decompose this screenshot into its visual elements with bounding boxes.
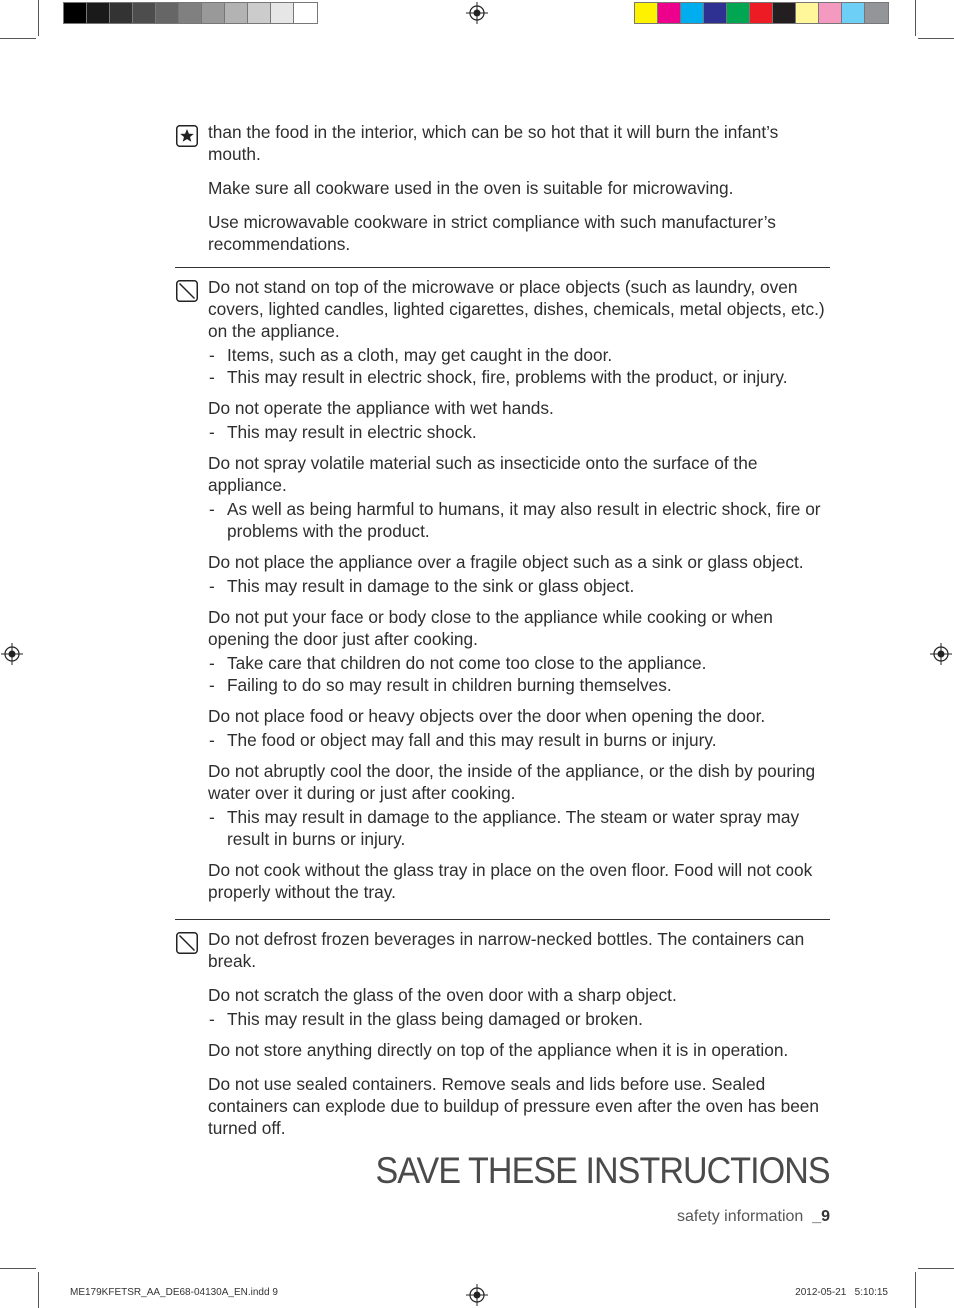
caution-section-continued [175,121,830,255]
warning-detail: - This may result in electric shock, fire, problems with the product, or injury. [208,366,830,388]
registration-mark-icon [1,643,23,665]
timestamp-slug: 2012-05-21 5:10:15 [795,1287,888,1298]
grayscale-color-bar [63,2,318,24]
warning-text: Do not cook without the glass tray in place on the oven floor. Food will not cook properly without the tray. [208,860,813,902]
prohibition-section [175,928,830,1139]
warning-text: Do not place the appliance over a fragile object such as a sink or glass object. [208,552,804,572]
warning-text: Do not defrost frozen beverages in narrow-necked bottles. The containers can break. [208,929,805,971]
color-swatch [842,3,865,23]
warning-text: Do not put your face or body close to the appliance while cooking or when opening the door just after cooking. [208,607,773,649]
color-swatch [865,3,888,23]
color-swatch [110,3,133,23]
prohibition-section [175,276,830,903]
color-swatch [704,3,727,23]
crop-mark [918,38,954,39]
caution-text: Use microwavable cookware in strict compliance with such manufacturer’s recommendations. [208,212,776,254]
caution-text: Make sure all cookware used in the oven is suitable for microwaving. [208,178,734,198]
color-swatch [750,3,773,23]
color-swatch [64,3,87,23]
color-swatch [681,3,704,23]
color-swatch [248,3,271,23]
crop-mark [38,0,39,36]
save-instructions-heading: SAVE THESE INSTRUCTIONS [375,1150,830,1191]
caution-text: than the food in the interior, which can be so hot that it will burn the infant’s mouth. [208,122,779,164]
warning-text: Do not operate the appliance with wet hands. [208,398,554,418]
warning-detail: - The food or object may fall and this may result in burns or injury. [208,729,830,751]
color-swatch [635,3,658,23]
prohibited-icon [176,932,198,954]
warning-detail: - Items, such as a cloth, may get caught in the door. [208,344,830,366]
warning-text: Do not scratch the glass of the oven door with a sharp object. [208,985,677,1005]
color-swatch [225,3,248,23]
footer-section-name: safety information [677,1208,804,1225]
warning-text: Do not spray volatile material such as insecticide onto the surface of the appliance. [208,453,758,495]
crop-mark [0,1268,36,1269]
star-caution-icon [176,125,198,147]
color-swatch [202,3,225,23]
warning-text: Do not abruptly cool the door, the inside of the appliance, or the dish by pouring water over it during or just after cooking. [208,761,816,803]
color-swatch [133,3,156,23]
registration-mark-icon [466,1284,488,1306]
registration-mark-icon [930,643,952,665]
warning-text: Do not stand on top of the microwave or place objects (such as laundry, oven covers, lighted candles, lighted cigarettes, dishes, chemicals, metal objects, etc.) on the appliance. [208,277,825,341]
section-divider [175,919,830,920]
color-swatch [271,3,294,23]
page-footer [677,1208,830,1226]
page-number: _9 [812,1208,830,1225]
warning-detail: - As well as being harmful to humans, it may also result in electric shock, fire or problems with the product. [208,498,830,542]
crop-mark [915,0,916,36]
color-swatch [658,3,681,23]
color-swatch [819,3,842,23]
warning-detail: - Failing to do so may result in children burning themselves. [208,674,830,696]
color-swatch [87,3,110,23]
color-swatch [179,3,202,23]
warning-detail: - This may result in damage to the sink or glass object. [208,575,830,597]
crop-mark [915,1272,916,1308]
warning-detail: - This may result in electric shock. [208,421,830,443]
prohibited-icon [176,280,198,302]
color-swatch [796,3,819,23]
section-divider [175,267,830,268]
warning-detail: - This may result in damage to the appliance. The steam or water spray may result in burns or injury. [208,806,830,850]
crop-mark [38,1272,39,1308]
color-swatch [156,3,179,23]
warning-text: Do not place food or heavy objects over the door when opening the door. [208,706,766,726]
warning-detail: - This may result in the glass being damaged or broken. [208,1008,830,1030]
registration-mark-icon [466,2,488,24]
color-swatch [727,3,750,23]
crop-mark [918,1268,954,1269]
warning-detail: - Take care that children do not come too close to the appliance. [208,652,830,674]
process-color-bar [634,2,889,24]
warning-text: Do not store anything directly on top of the appliance when it is in operation. [208,1040,789,1060]
crop-mark [0,38,36,39]
color-swatch [294,3,317,23]
file-slug: ME179KFETSR_AA_DE68-04130A_EN.indd 9 [70,1287,278,1298]
color-swatch [773,3,796,23]
warning-text: Do not use sealed containers. Remove seals and lids before use. Sealed containers can explode due to buildup of pressure even after the oven has been turned off. [208,1074,820,1138]
